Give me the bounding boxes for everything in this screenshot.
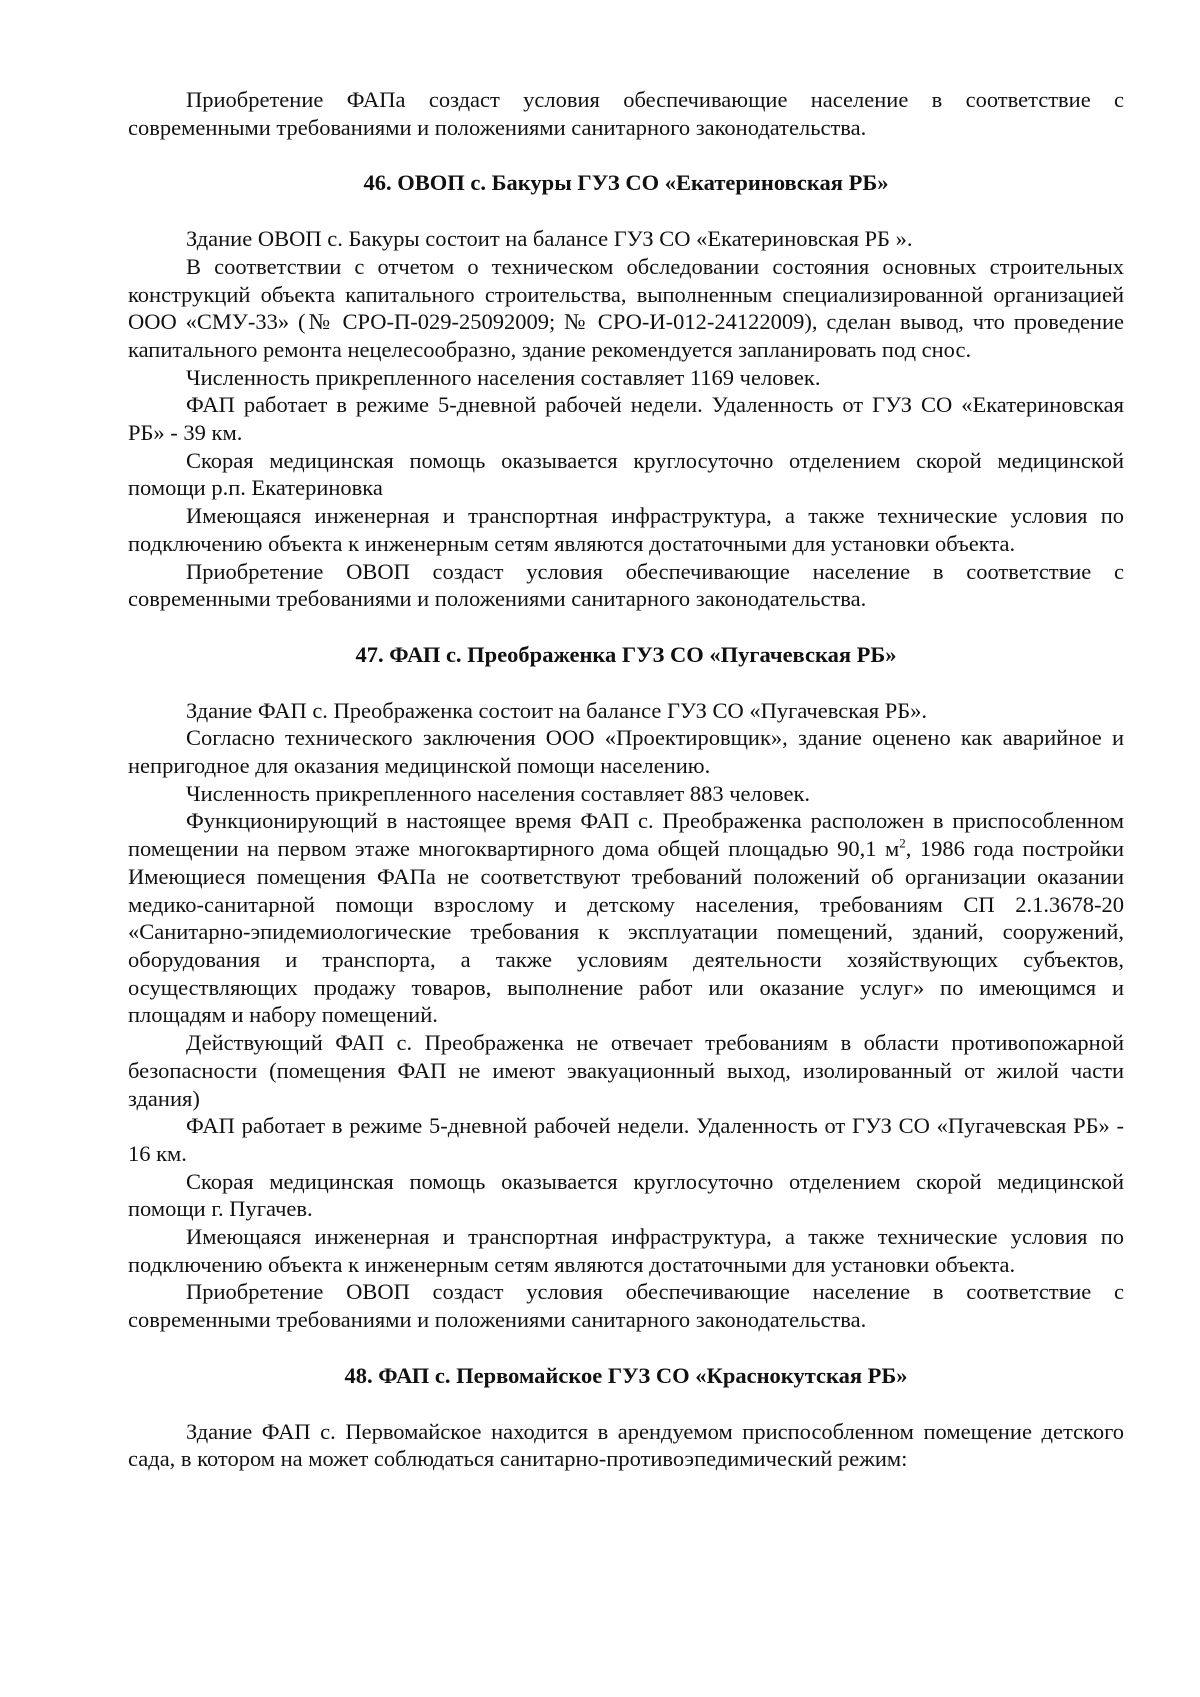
section-47-paragraph: Имеющаяся инженерная и транспортная инфраструктура, а также технические условия по подключению объекта к инженерным сетям являются достаточными для установки объекта. [128,1224,1124,1277]
section-46-paragraph: Скорая медицинская помощь оказывается круглосуточно отделением скорой медицинской помощи р.п. Екатериновка [128,447,1124,501]
section-46-paragraph: Численность прикрепленного населения составляет 1169 человек. [186,364,821,390]
section-47-paragraph: Скорая медицинская помощь оказывается круглосуточно отделением скорой медицинской помощи г. Пугачев. [128,1168,1124,1222]
section-47-heading: 47. ФАП с. Преображенка ГУЗ СО «Пугачевская РБ» [355,641,897,667]
section-48-heading: 48. ФАП с. Первомайское ГУЗ СО «Краснокутская РБ» [344,1362,908,1388]
intro-paragraph: Приобретение ФАПа создаст условия обеспечивающие население в соответствие с современными требованиями и положениями санитарного законодательства. [128,87,1124,140]
section-46-paragraph: Приобретение ОВОП создаст условия обеспечивающие население в соответствие с современными требованиями и положениями санитарного законодательства. [128,558,1124,612]
section-46-paragraph: Имеющаяся инженерная и транспортная инфраструктура, а также технические условия по подключению объекта к инженерным сетям являются достаточными для установки объекта. [128,503,1124,556]
section-47-paragraph: Численность прикрепленного населения составляет 883 человек. [186,780,811,806]
area-text-before: Функционирующий в настоящее время ФАП с. Преображенка расположен в приспособленном помещении на первом этаже многоквартирного дома общей площадью 90,1 м [128,808,1124,862]
section-47-paragraph: Приобретение ОВОП создаст условия обеспечивающие население в соответствие с современными требованиями и положениями санитарного законодательства. [128,1279,1124,1333]
document-body [128,86,1124,1473]
section-46-paragraph: Здание ОВОП с. Бакуры состоит на балансе ГУЗ СО «Екатериновская РБ ». [186,226,913,252]
section-47-area-paragraph [128,807,1124,1029]
section-46-paragraph: В соответствии с отчетом о техническом обследовании состояния основных строительных конструкций объекта капитального строительства, выполненным специализированной организацией ООО «СМУ-33» (№ СРО-П-029-25092009; № СРО-И-012-24122009), сделан вывод, что проведение капитального ремонта нецелесообразно, здание рекомендуется запланировать под снос. [128,253,1124,362]
area-text-after: , 1986 года постройки Имеющиеся помещения ФАПа не соответствуют требований положений об организации оказании медико-санитарной помощи взрослому и детскому населения, требованиям СП 2.1.3678-20 «Санитарно-эпидемиологические требования к эксплуатации помещений, зданий, сооружений, оборудования и транспорта, а также условиям деятельности хозяйствующих субъектов, осуществляющих продажу товаров, выполнение работ или оказание услуг» по имеющимся и площадям и набору помещений. [128,836,1124,1028]
area-superscript: 2 [899,835,906,851]
section-46-paragraph: ФАП работает в режиме 5-дневной рабочей недели. Удаленность от ГУЗ СО «Екатериновская РБ» - 39 км. [128,392,1124,446]
section-48-paragraph: Здание ФАП с. Первомайское находится в арендуемом приспособленном помещение детского сада, в котором на может соблюдаться санитарно-противоэпедимический режим: [128,1418,1124,1472]
section-47-paragraph: Действующий ФАП с. Преображенка не отвечает требованиям в области противопожарной безопасности (помещения ФАП не имеют эвакуационный выход, изолированный от жилой части здания) [128,1030,1124,1111]
section-47-paragraph: Здание ФАП с. Преображенка состоит на балансе ГУЗ СО «Пугачевская РБ». [186,697,928,723]
section-46-heading: 46. ОВОП с. Бакуры ГУЗ СО «Екатериновская РБ» [363,170,889,196]
section-47-paragraph: Согласно технического заключения ООО «Проектировщик», здание оценено как аварийное и непригодное для оказания медицинской помощи населению. [128,725,1124,779]
section-47-paragraph: ФАП работает в режиме 5-дневной рабочей недели. Удаленность от ГУЗ СО «Пугачевская РБ» - 16 км. [128,1113,1124,1166]
